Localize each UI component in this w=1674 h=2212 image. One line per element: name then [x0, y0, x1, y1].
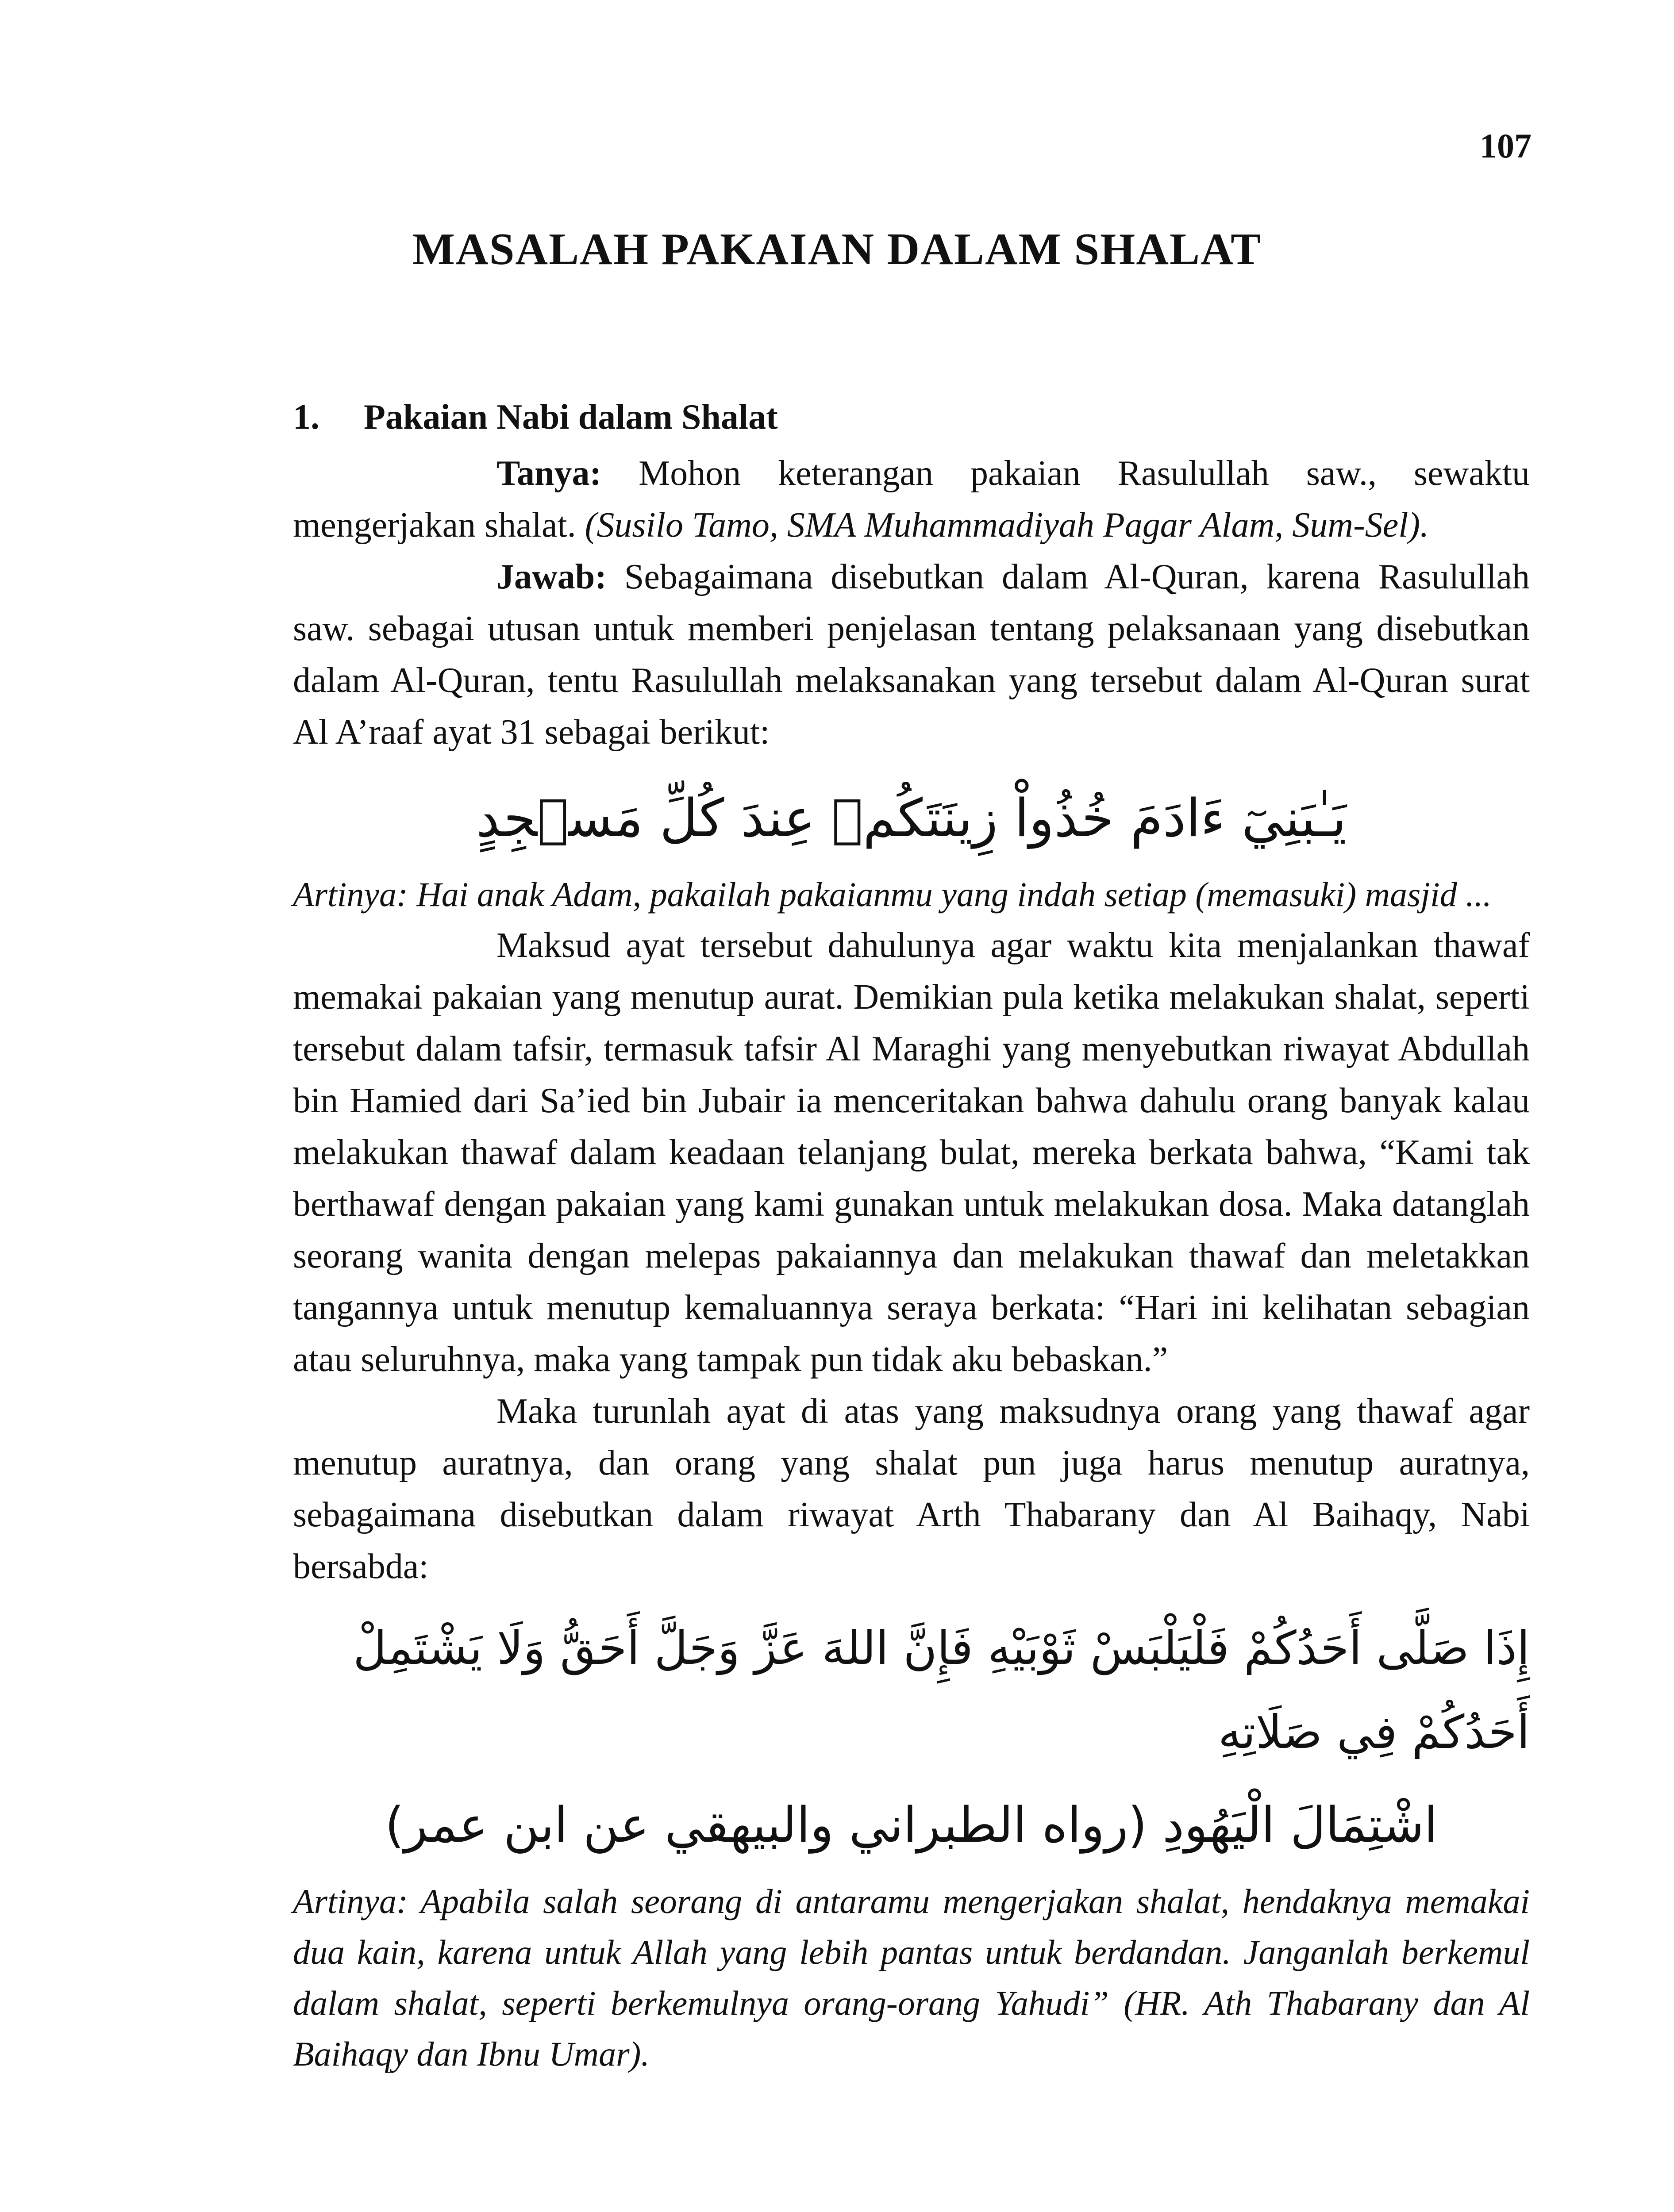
page-number: 107 [1480, 127, 1532, 165]
question-source: (Susilo Tamo, SMA Muhammadiyah Pagar Alam, Sum-Sel). [585, 506, 1429, 545]
hadith-translation: Artinya: Apabila salah seorang di antaramu mengerjakan shalat, hendaknya memakai dua kain, karena untuk Allah yang lebih pantas untuk berdandan. Janganlah berkemul dalam shalat, seperti berkemulnya orang-orang Yahudi” (HR. Ath Thabarany dan Al Baihaqy dan Ibnu Umar). [293, 1882, 1530, 2073]
page-title: MASALAH PAKAIAN DALAM SHALAT [412, 224, 1262, 274]
question-paragraph [293, 448, 1530, 551]
answer-label: Jawab: [496, 557, 607, 596]
answer-paragraph [293, 551, 1530, 758]
hadith-intro-paragraph: Maka turunlah ayat di atas yang maksudnya orang yang thawaf agar menutup auratnya, dan orang yang shalat pun juga harus menutup auratnya, sebagaimana disebutkan dalam riwayat Arth Thabarany dan Al Baihaqy, Nabi bersabda: [293, 1392, 1530, 1586]
question-text: Mohon keterangan pakaian Rasulullah saw., sewaktu mengerjakan shalat. [293, 454, 1530, 545]
explanation-paragraph: Maksud ayat tersebut dahulunya agar waktu kita menjalankan thawaf memakai pakaian yang menutup aurat. Demikian pula ketika melakukan shalat, seperti tersebut dalam tafsir, termasuk tafsir Al Maraghi yang menyebutkan riwayat Abdullah bin Hamied dari Sa’ied bin Jubair ia menceritakan bahwa dahulu orang banyak kalau melakukan thawaf dalam keadaan telanjang bulat, mereka berkata bahwa, “Kami tak berthawaf dengan pakaian yang kami gunakan untuk melakukan dosa. Maka datanglah seorang wanita dengan melepas pakaiannya dan melakukan thawaf dan meletakkan tangannya untuk menutup kemaluannya seraya berkata: “Hari ini kelihatan sebagian atau seluruhnya, maka yang tampak pun tidak aku bebaskan.” [293, 926, 1530, 1379]
verse-translation: Artinya: Hai anak Adam, pakailah pakaianmu yang indah setiap (memasuki) masjid ... [293, 875, 1492, 914]
answer-text: Sebagaimana disebutkan dalam Al-Quran, karena Rasulullah saw. sebagai utusan untuk memberi penjelasan tentang pelaksanaan yang disebutkan dalam Al-Quran, tentu Rasulullah melaksanakan yang tersebut dalam Al-Quran surat Al A’raaf ayat 31 sebagai berikut: [293, 557, 1530, 752]
section-heading [293, 392, 1530, 443]
section-title: Pakaian Nabi dalam Shalat [364, 398, 778, 437]
section-number: 1. [293, 398, 319, 437]
question-label: Tanya: [496, 454, 602, 493]
quran-verse-arabic: يَـٰبَنِيٓ ءَادَمَ خُذُواْ زِينَتَكُمۡ عِندَ كُلِّ مَسۡجِدٍ [476, 787, 1347, 849]
hadith-arabic-line-2: اشْتِمَالَ الْيَهُودِ (رواه الطبراني والبيهقي عن ابن عمر) [385, 1797, 1438, 1853]
page-body [293, 392, 1530, 2079]
hadith-arabic-line-1: إِذَا صَلَّى أَحَدُكُمْ فَلْيَلْبَسْ ثَوْبَيْهِ فَإِنَّ اللهَ عَزَّ وَجَلَّ أَحَقُّ وَلَا يَشْتَمِلْ أَحَدُكُمْ فِي صَلَاتِهِ [353, 1621, 1530, 1759]
